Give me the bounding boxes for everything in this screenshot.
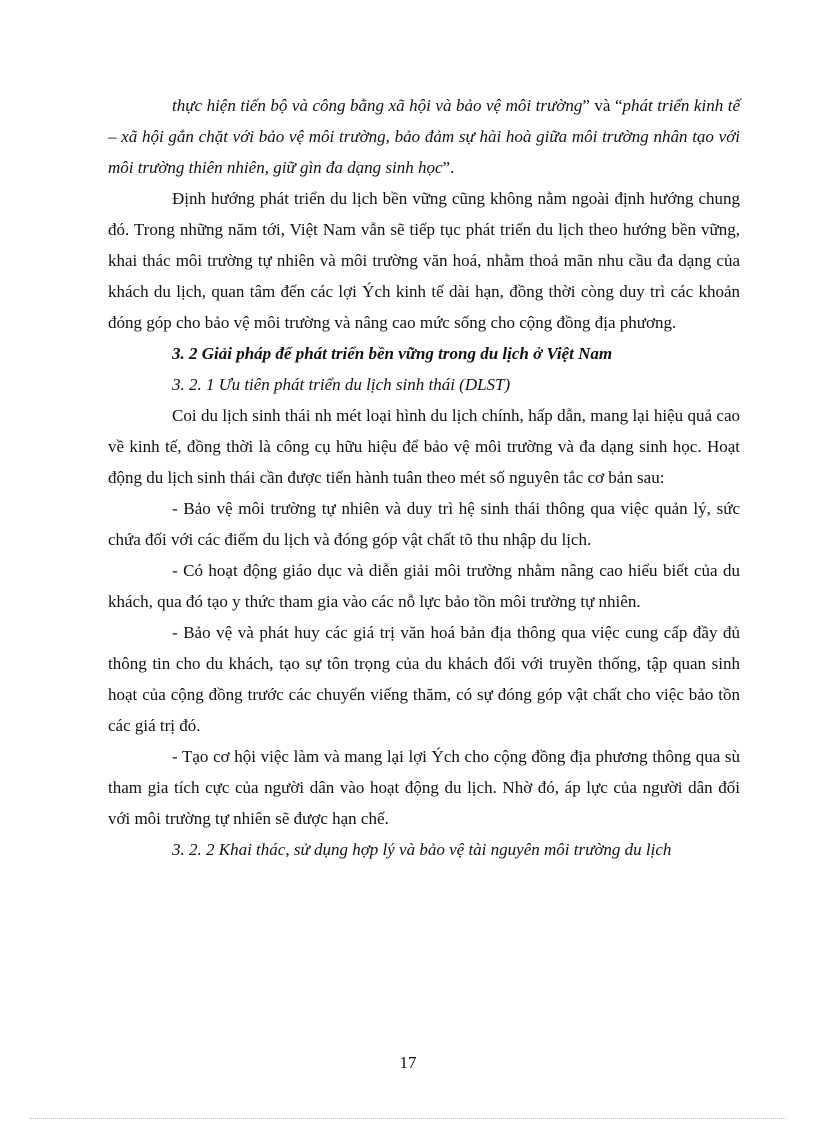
paragraph-ecotourism: Coi du lịch sinh thái nh mét loại hình du lịch chính, hấp dẫn, mang lại hiệu quả cao về kinh tế, đồng thời là công cụ hữu hiệu để bảo vệ môi trường và đa dạng sinh học. Hoạt động du lịch sinh thái cần được tiến hành tuân theo mét số nguyên tắc cơ bản sau:: [108, 406, 740, 487]
section-heading-3-2-1: 3. 2. 1 Ưu tiên phát triển du lịch sinh thái (DLST): [172, 375, 511, 394]
list-item-2: - Có hoạt động giáo dục và diễn giải môi trường nhằm nâng cao hiểu biết của du khách, qua đó tạo y thức tham gia vào các nỗ lực bảo tồn môi trường tự nhiên.: [108, 561, 740, 611]
list-item-4: - Tạo cơ hội việc làm và mang lại lợi Ých cho cộng đồng địa phương thông qua sù tham gia tích cực của người dân vào hoạt động du lịch. Nhờ đó, áp lực của người dân đối với môi trường tự nhiên sẽ được hạn chế.: [108, 747, 740, 828]
document-page: [108, 90, 740, 1090]
page-bottom-divider: [30, 1118, 786, 1119]
quote-separator: ” và “: [582, 96, 623, 115]
paragraph-orientation: Định hướng phát triển du lịch bền vững cũng không nằm ngoài định hướng chung đó. Trong những năm tới, Việt Nam vẫn sẽ tiếp tục phát triển du lịch theo hướng bền vững, khai thác môi trường tự nhiên và môi trường văn hoá, nhằm thoả mãn nhu cầu đa dạng của khách du lịch, quan tâm đến các lợi Ých kinh tế dài hạn, đồng thời còng duy trì các khoản đóng góp cho bảo vệ môi trường và nâng cao mức sống cho cộng đồng địa phương.: [108, 189, 740, 332]
section-heading-3-2: 3. 2 Giải pháp để phát triển bền vững trong du lịch ở Việt Nam: [172, 344, 613, 363]
quote-end: ”.: [442, 158, 455, 177]
section-heading-3-2-2: 3. 2. 2 Khai thác, sử dụng hợp lý và bảo vệ tài nguyên môi trường du lịch: [172, 840, 672, 859]
page-number: 17: [399, 1053, 417, 1072]
paragraph-quote: [108, 90, 740, 183]
list-item-3: - Bảo vệ và phát huy các giá trị văn hoá bản địa thông qua việc cung cấp đầy đủ thông tin cho du khách, tạo sự tôn trọng của du khách đối với truyền thống, tập quan sinh hoạt của cộng đồng trước các chuyến viếng thăm, có sự đóng góp vật chất cho việc bảo tồn các giá trị đó.: [108, 623, 740, 735]
list-item-1: - Bảo vệ môi trường tự nhiên và duy trì hệ sinh thái thông qua việc quản lý, sức chứa đối với các điểm du lịch và đóng góp vật chất tõ thu nhập du lịch.: [108, 499, 740, 549]
quote-italic-part-2: phát triển kinh tế – xã hội gắn chặt với bảo vệ môi trường, bảo đảm sự hài hoà giữa môi trường nhân tạo với môi trường thiên nhiên, giữ gìn đa dạng sinh học: [108, 96, 740, 177]
quote-italic-part-1: thực hiện tiến bộ và công bằng xã hội và bảo vệ môi trường: [172, 96, 583, 115]
